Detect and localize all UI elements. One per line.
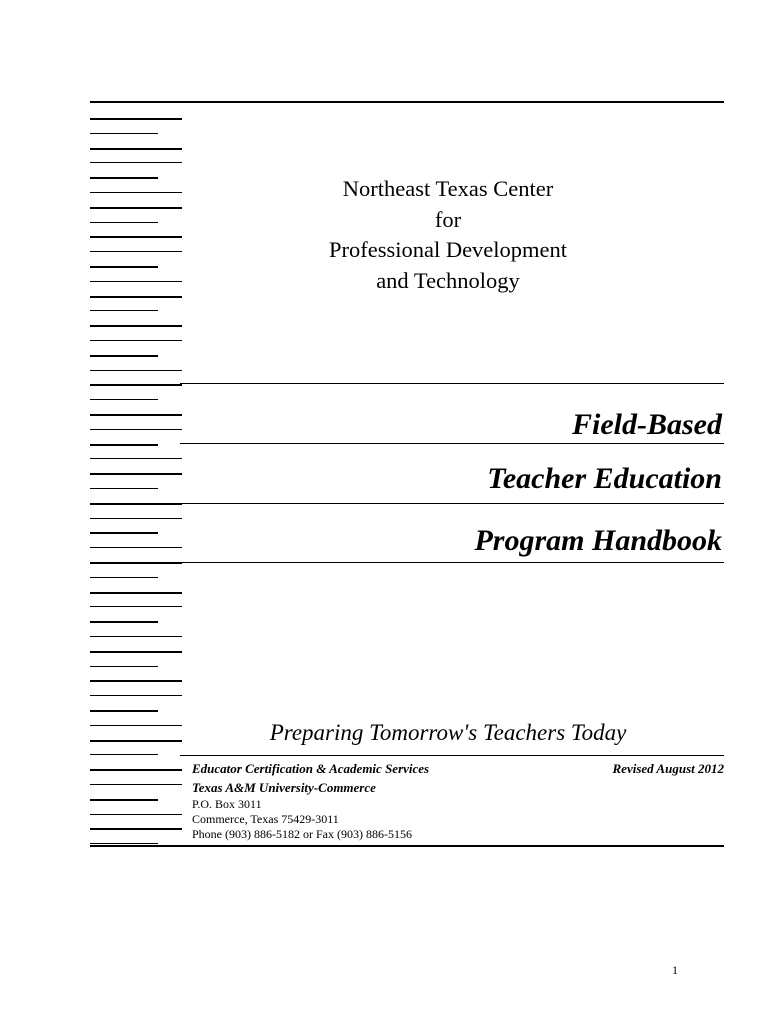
title-divider bbox=[180, 562, 724, 563]
margin-line bbox=[90, 399, 158, 400]
margin-line bbox=[90, 799, 158, 801]
margin-line bbox=[90, 666, 158, 667]
title-divider bbox=[180, 503, 724, 504]
bottom-rule bbox=[90, 845, 724, 847]
margin-line bbox=[90, 754, 158, 755]
margin-line bbox=[90, 236, 182, 238]
margin-line bbox=[90, 547, 182, 548]
margin-line bbox=[90, 148, 182, 150]
margin-line bbox=[90, 251, 182, 252]
margin-line bbox=[90, 133, 158, 134]
margin-line bbox=[90, 814, 182, 815]
margin-line bbox=[90, 843, 158, 844]
margin-line bbox=[90, 384, 182, 386]
margin-line bbox=[90, 310, 158, 311]
margin-line bbox=[90, 710, 158, 712]
margin-line bbox=[90, 828, 182, 830]
title-line-3: Program Handbook bbox=[474, 524, 722, 557]
department-name: Educator Certification & Academic Services bbox=[192, 761, 430, 776]
margin-line bbox=[90, 325, 182, 327]
margin-line bbox=[90, 192, 182, 193]
tagline: Preparing Tomorrow's Teachers Today bbox=[269, 720, 627, 745]
margin-line bbox=[90, 621, 158, 623]
org-line-4: and Technology bbox=[376, 267, 520, 293]
margin-ruled-lines bbox=[90, 110, 182, 845]
margin-line bbox=[90, 592, 182, 594]
contact-divider bbox=[180, 755, 724, 756]
margin-line bbox=[90, 162, 182, 163]
margin-line bbox=[90, 740, 182, 742]
margin-line bbox=[90, 444, 158, 446]
margin-line bbox=[90, 473, 182, 475]
org-line-1: Northeast Texas Center bbox=[342, 176, 554, 201]
city-address: Commerce, Texas 75429-3011 bbox=[192, 812, 339, 826]
margin-line bbox=[90, 606, 182, 607]
org-line-2: for bbox=[434, 206, 462, 232]
margin-line bbox=[90, 458, 182, 459]
margin-line bbox=[90, 222, 158, 223]
margin-line bbox=[90, 370, 182, 371]
margin-line bbox=[90, 340, 182, 341]
organization-name bbox=[180, 174, 716, 296]
margin-line bbox=[90, 518, 182, 519]
margin-line bbox=[90, 207, 182, 209]
margin-line bbox=[90, 784, 182, 785]
margin-line bbox=[90, 651, 182, 653]
margin-line bbox=[90, 488, 158, 489]
margin-line bbox=[90, 296, 182, 298]
margin-line bbox=[90, 118, 182, 120]
org-line-3: Professional Development bbox=[328, 237, 568, 262]
margin-line bbox=[90, 695, 182, 696]
revision-date: Revised August 2012 bbox=[612, 761, 724, 776]
margin-line bbox=[90, 680, 182, 682]
page-number: 1 bbox=[672, 963, 678, 977]
contact-block bbox=[192, 759, 429, 842]
margin-line bbox=[90, 503, 182, 505]
university-name: Texas A&M University-Commerce bbox=[192, 780, 376, 795]
po-box: P.O. Box 3011 bbox=[192, 797, 262, 811]
margin-line bbox=[90, 414, 182, 416]
margin-line bbox=[90, 355, 158, 357]
title-line-2: Teacher Education bbox=[487, 462, 722, 495]
title-divider bbox=[180, 443, 724, 444]
top-rule bbox=[90, 101, 724, 103]
margin-line bbox=[90, 577, 158, 578]
margin-line bbox=[90, 429, 182, 430]
phone-fax: Phone (903) 886-5182 or Fax (903) 886-5156 bbox=[192, 827, 412, 841]
margin-line bbox=[90, 532, 158, 534]
margin-line bbox=[90, 636, 182, 637]
title-divider bbox=[180, 383, 724, 384]
margin-line bbox=[90, 177, 158, 179]
margin-line bbox=[90, 266, 158, 268]
title-line-1: Field-Based bbox=[572, 408, 722, 441]
margin-line bbox=[90, 769, 182, 771]
margin-line bbox=[90, 562, 182, 564]
margin-line bbox=[90, 281, 182, 282]
margin-line bbox=[90, 725, 182, 726]
